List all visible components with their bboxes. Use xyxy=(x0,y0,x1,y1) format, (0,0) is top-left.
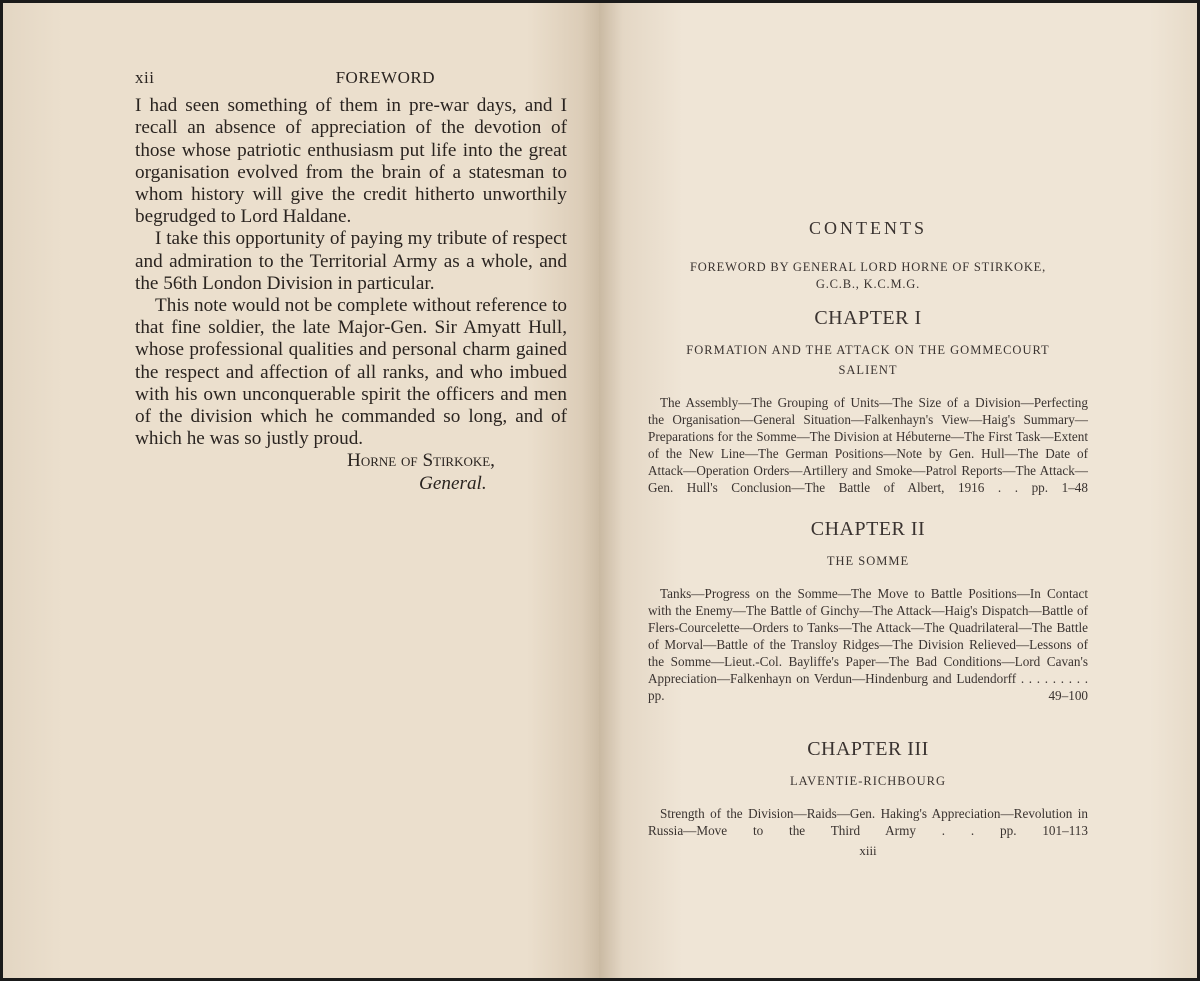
chapter-heading: CHAPTER III xyxy=(807,738,929,760)
chapter-summary: The Assembly—The Grouping of Units—The Size of a Division—Perfecting the Organisation—General Situation—Falkenhayn's View—Haig's Summary—Preparations for the Somme—The Division at Hébuterne—The First Task—Extent of the New Line—The German Positions—Note by Gen. Hull—The Date of Attack—Operation Orders—Artillery and Smoke—Patrol Reports—The Attack—Gen. Hull's Conclusion—The Battle of Albert, 1916 . . pp. 1–48 xyxy=(648,395,1088,495)
paragraph: I had seen something of them in pre-war days, and I recall an absence of appreciation of the devotion of those whose patriotic enthusiasm put life into the great organisation evolved from the brain of a statesman to whom history will give the credit hitherto unworthily begrudged to Lord Haldane. xyxy=(135,95,567,228)
signature-rank: General. xyxy=(419,472,487,494)
page-number: xiii xyxy=(859,843,877,858)
signature: Horne of Stirkoke, xyxy=(347,450,495,472)
running-header xyxy=(135,67,435,89)
chapter-summary: Strength of the Division—Raids—Gen. Haking's Appreciation—Revolution in Russia—Move to the Third Army . . pp. 101–113 xyxy=(648,806,1088,838)
chapter-entry xyxy=(648,307,1088,496)
chapter-title: LAVENTIE-RICHBOURG xyxy=(790,774,946,788)
paragraph: This note would not be complete without reference to that fine soldier, the late Major-Gen. Sir Amyatt Hull, whose professional qualities and personal charm gained the respect and affection of all ranks, and who imbued with his own unconquerable spirit the officers and men of the division which he commanded so long, and of which he was so justly proud. xyxy=(135,295,567,450)
chapter-entry xyxy=(648,738,1088,839)
contents-title: CONTENTS xyxy=(809,218,927,238)
chapter-heading: CHAPTER I xyxy=(814,307,922,329)
foreword-entry-line: FOREWORD BY GENERAL LORD HORNE OF STIRKOKE, xyxy=(689,260,1047,274)
chapter-summary: Tanks—Progress on the Somme—The Move to Battle Positions—In Contact with the Enemy—The Battle of Ginchy—The Attack—Haig's Dispatch—Battle of Flers-Courcelette—Orders to Tanks—The Attack—The Quadrilateral—The Battle of Morval—Battle of the Transloy Ridges—The Division Relieved—Lessons of the Somme—Lieut.-Col. Bayliffe's Paper—The Bad Conditions—Lord Cavan's Appreciation—Falkenhayn on Verdun—Hindenburg and Ludendorff . . . . . . . . . pp. 49–100 xyxy=(648,586,1088,703)
chapter-title: THE SOMME xyxy=(826,554,910,568)
chapter-title: FORMATION AND THE ATTACK ON THE GOMMECOURT SALIENT xyxy=(686,343,1050,377)
paragraph: I take this opportunity of paying my tribute of respect and admiration to the Territorial Army as a whole, and the 56th London Division in particular. xyxy=(135,228,567,294)
foreword-text xyxy=(135,67,567,495)
chapter-entry xyxy=(648,518,1088,704)
foreword-entry-line: G.C.B., K.C.M.G. xyxy=(815,277,921,291)
running-head: FOREWORD xyxy=(335,68,435,87)
foreword-entry xyxy=(648,259,1088,293)
page-number: xii xyxy=(135,68,155,87)
contents xyxy=(648,218,1088,859)
chapter-heading: CHAPTER II xyxy=(810,518,926,540)
left-page xyxy=(3,3,599,978)
